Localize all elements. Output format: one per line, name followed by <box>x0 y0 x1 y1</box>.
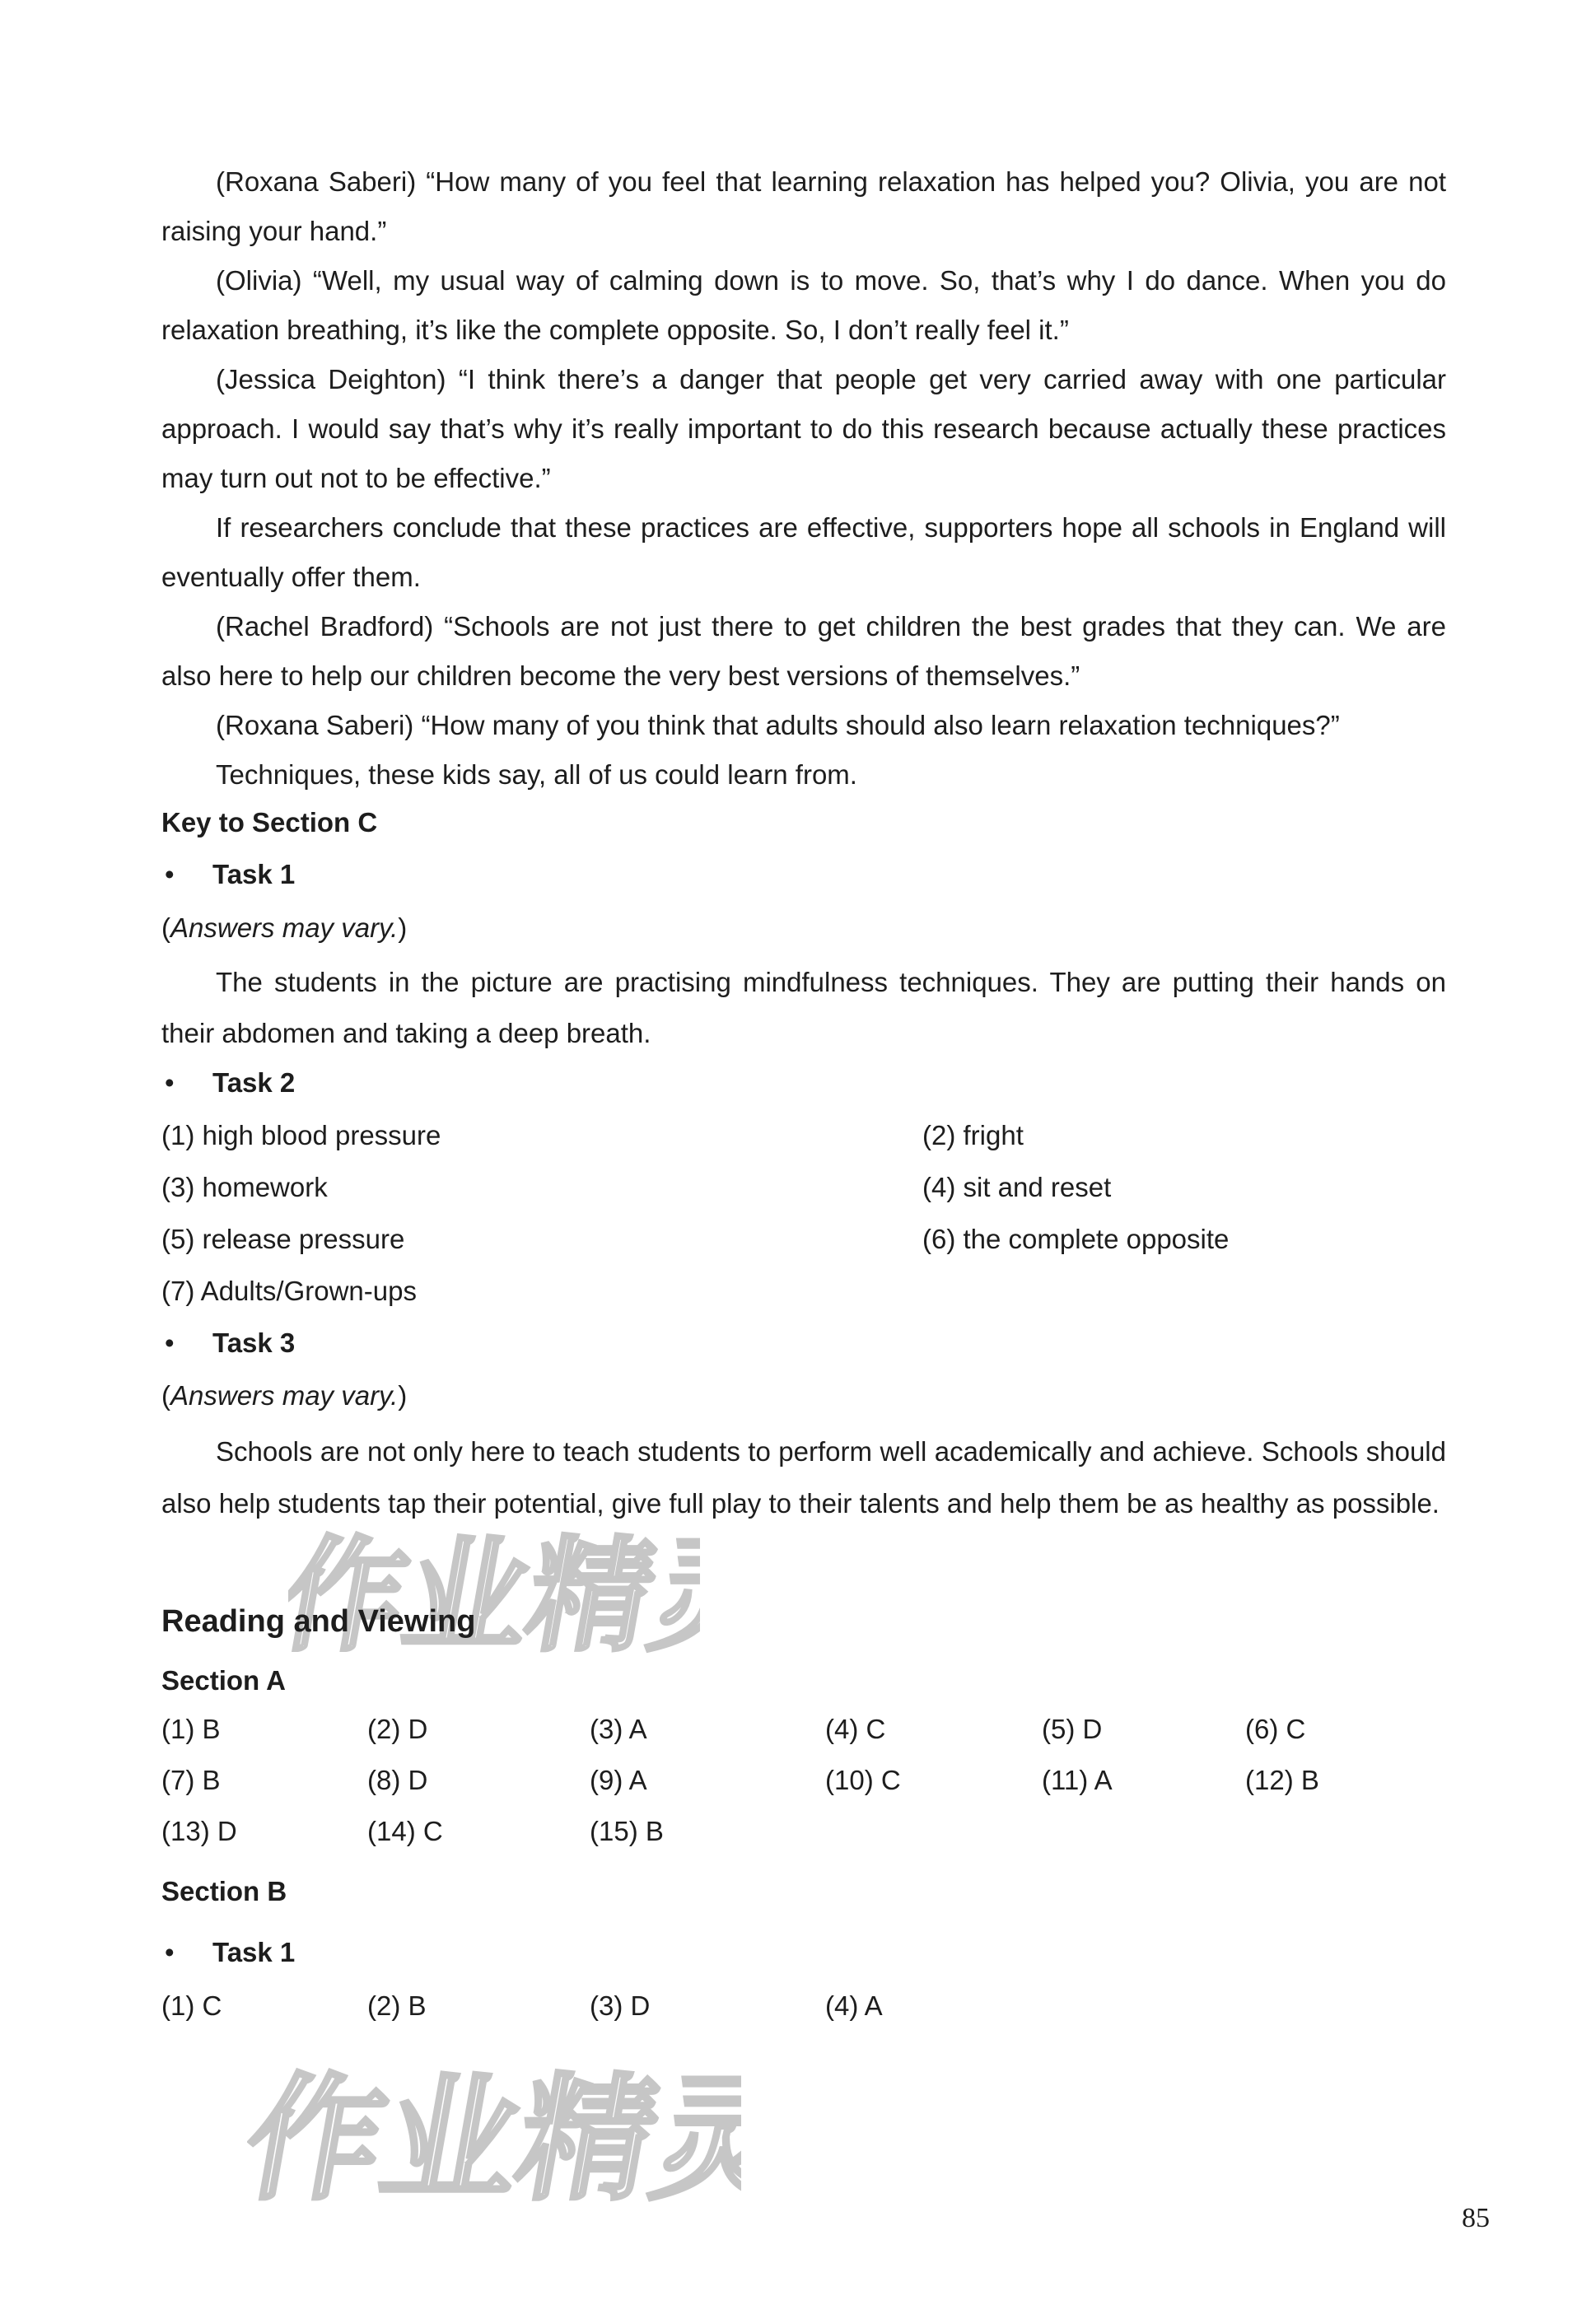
task1-bullet <box>165 859 295 890</box>
watermark-logo <box>288 1515 700 1668</box>
section-a-heading: Section A <box>161 1665 286 1696</box>
task2-answer: (1) high blood pressure <box>161 1120 441 1150</box>
section-a-answer: (3) A <box>590 1714 647 1744</box>
transcript-paragraph: (Roxana Saberi) “How many of you feel that learning relaxation has helped you? Olivia, you are not raising your hand.” <box>161 166 1446 246</box>
task3-answer: Schools are not only here to teach students to perform well academically and achieve. Schools should also help students tap their potential, give full play to their talents and help them be as healthy as possible. <box>161 1436 1446 1519</box>
transcript-paragraph: Techniques, these kids say, all of us could learn from. <box>216 759 857 790</box>
section-a-answer: (13) D <box>161 1816 237 1846</box>
section-a-answer: (9) A <box>590 1765 647 1795</box>
transcript-paragraph: If researchers conclude that these practices are effective, supporters hope all schools in England will eventually offer them. <box>161 512 1446 592</box>
section-b-task1-bullet <box>165 1937 295 1968</box>
section-b-answer: (1) C <box>161 1990 222 2021</box>
key-section-c-heading: Key to Section C <box>161 807 378 838</box>
task2-answer: (7) Adults/Grown-ups <box>161 1276 417 1306</box>
transcript-paragraph: (Rachel Bradford) “Schools are not just there to get children the best grades that they can. We are also here to help our children become the very best versions of themselves.” <box>161 611 1446 691</box>
section-b-heading: Section B <box>161 1876 287 1906</box>
bullet-icon: • <box>165 1067 175 1098</box>
section-a-answer: (4) C <box>825 1714 886 1744</box>
section-a-answer: (8) D <box>367 1765 428 1795</box>
task2-answer: (5) release pressure <box>161 1224 405 1254</box>
task-label: Task 1 <box>212 1937 296 1967</box>
task2-answer: (6) the complete opposite <box>922 1224 1230 1254</box>
task-label: Task 3 <box>212 1327 296 1358</box>
section-a-answer: (15) B <box>590 1816 664 1846</box>
section-b-answer: (2) B <box>367 1990 427 2021</box>
section-a-answer: (12) B <box>1245 1765 1319 1795</box>
section-a-answer: (10) C <box>825 1765 901 1795</box>
page-number: 85 <box>1462 2203 1490 2233</box>
transcript-paragraph: (Jessica Deighton) “I think there’s a danger that people get very carried away with one particular approach. I would say that’s why it’s really important to do this research because actually these practices may turn out not to be effective.” <box>161 364 1446 493</box>
bullet-icon: • <box>165 859 175 889</box>
task-label: Task 2 <box>212 1067 296 1098</box>
transcript-paragraph: (Olivia) “Well, my usual way of calming down is to move. So, that’s why I do dance. When you do relaxation breathing, it’s like the complete opposite. So, I don’t really feel it.” <box>161 265 1446 345</box>
answers-may-vary-note: (Answers may vary.) <box>161 912 408 943</box>
watermark-stamp-icon <box>247 2051 741 2215</box>
section-a-answer: (2) D <box>367 1714 428 1744</box>
section-a-answer: (6) C <box>1245 1714 1306 1744</box>
task2-answer: (4) sit and reset <box>922 1172 1112 1202</box>
task2-answer: (3) homework <box>161 1172 328 1202</box>
watermark-stamp-icon <box>288 1515 700 1663</box>
svg-text:作业精灵: 作业精灵 <box>247 2061 741 2215</box>
section-b-answer: (4) A <box>825 1990 883 2021</box>
section-a-answer: (7) B <box>161 1765 221 1795</box>
task1-answer: The students in the picture are practising mindfulness techniques. They are putting their hands on their abdomen and taking a deep breath. <box>161 967 1446 1048</box>
task2-bullet <box>165 1067 295 1099</box>
section-b-answer: (3) D <box>590 1990 651 2021</box>
task-label: Task 1 <box>212 859 296 889</box>
bullet-icon: • <box>165 1327 175 1358</box>
bullet-icon: • <box>165 1937 175 1967</box>
section-a-answer: (14) C <box>367 1816 443 1846</box>
task2-answer: (2) fright <box>922 1120 1024 1150</box>
answers-may-vary-note: (Answers may vary.) <box>161 1380 408 1411</box>
svg-text:作业精灵: 作业精灵 <box>288 1524 700 1663</box>
task3-bullet <box>165 1327 295 1359</box>
section-a-answer: (5) D <box>1042 1714 1103 1744</box>
transcript-paragraph: (Roxana Saberi) “How many of you think that adults should also learn relaxation techniques?” <box>216 710 1340 740</box>
reading-viewing-heading: Reading and Viewing <box>161 1604 476 1639</box>
watermark-logo <box>247 2051 741 2219</box>
section-a-answer: (11) A <box>1042 1765 1113 1795</box>
section-a-answer: (1) B <box>161 1714 221 1744</box>
